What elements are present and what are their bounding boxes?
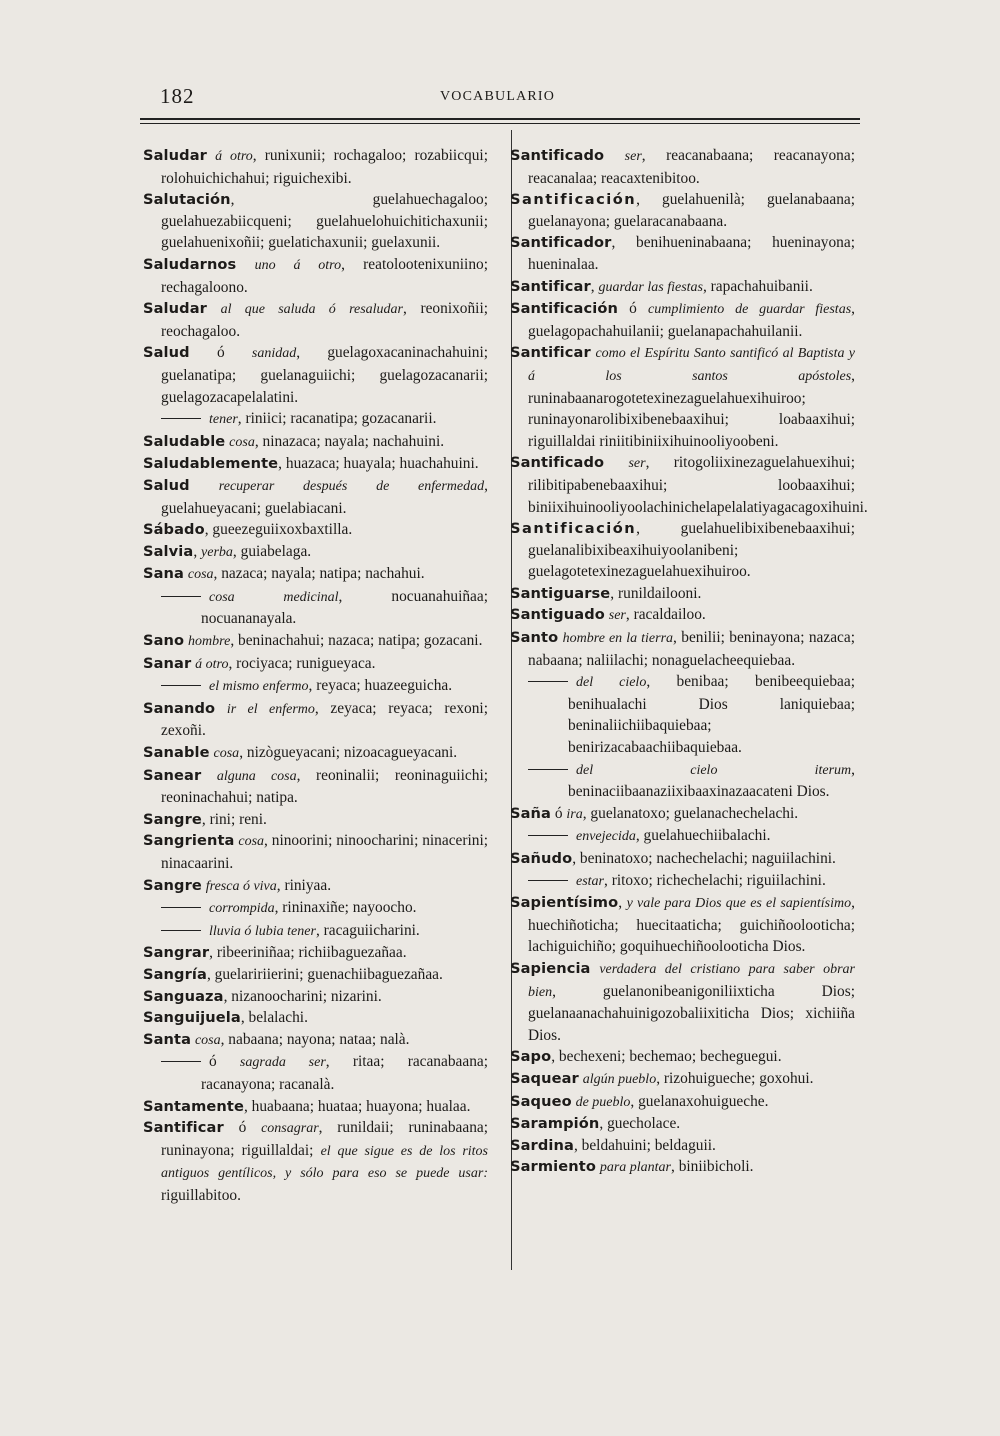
- entry-text: , biniibicholi.: [671, 1158, 754, 1176]
- headword: Sangre: [143, 810, 202, 828]
- entry-text: , guelanaxohuigueche.: [630, 1092, 769, 1110]
- gloss: hombre en la tierra: [562, 631, 674, 647]
- dictionary-entry: [510, 298, 855, 342]
- headword: Sangría: [143, 965, 207, 983]
- sub-entry: [143, 675, 488, 698]
- entry-text: , nazaca; nayala; natipa; nachahui.: [213, 565, 425, 583]
- gloss: el mismo enfermo: [209, 679, 309, 695]
- gloss: cosa: [238, 834, 265, 850]
- entry-text: , zeyaca; reyaca; rexoni; zexoñi.: [161, 699, 488, 740]
- headword: Sardina: [510, 1136, 574, 1154]
- headword: Saqueo: [510, 1092, 572, 1110]
- dictionary-entry: [143, 742, 488, 765]
- dictionary-entry: [143, 986, 488, 1008]
- gloss: ser: [608, 608, 626, 624]
- headword: Sangrienta: [143, 832, 235, 850]
- dictionary-entry: [143, 653, 488, 676]
- dictionary-entry: [143, 942, 488, 964]
- headword: Santamente: [143, 1097, 244, 1115]
- dictionary-entry: [510, 1135, 855, 1157]
- entry-text: , riniici; racanatipa; gozacanarii.: [237, 410, 437, 428]
- dictionary-entry: [510, 452, 868, 518]
- repeat-dash: [161, 907, 201, 908]
- dictionary-entry: [143, 698, 488, 742]
- dictionary-entry: [143, 830, 488, 874]
- headword: Sarampión: [510, 1115, 600, 1133]
- sub-entry: [143, 586, 488, 630]
- entry-text: , guelanatoxo; guelanachechelachi.: [582, 804, 799, 822]
- entry-text: ó: [551, 804, 567, 822]
- repeat-dash: [161, 1061, 201, 1062]
- headword: Santificación: [510, 191, 637, 209]
- entry-text: , rizohuigueche; goxohui.: [656, 1069, 814, 1087]
- entry-text: , reonixoñii; reochagaloo.: [161, 300, 489, 340]
- entry-text: , guelahuenilà; guelanabaana; guelanayona; guelaracanabaana.: [528, 191, 855, 230]
- dictionary-entry: [510, 803, 855, 826]
- headword: Sapo: [510, 1048, 552, 1066]
- entry-text: , huabaana; huataa; huayona; hualaa.: [243, 1097, 471, 1115]
- dictionary-entry: [143, 630, 488, 653]
- entry-text: , racaldailoo.: [625, 606, 706, 624]
- header-rule-thin: [140, 123, 860, 124]
- sub-entry: [510, 759, 855, 803]
- right-column: [510, 145, 868, 1179]
- entry-text: , guelaririierini; guenachiibaguezañaa.: [206, 965, 443, 983]
- entry-text: , beldahuini; beldaguii.: [573, 1136, 716, 1154]
- dictionary-entry: [143, 431, 488, 454]
- entry-text: , ninoorini; ninoocharini; ninacerini; ninacaarini.: [161, 832, 489, 872]
- header-rule: [140, 118, 860, 120]
- entry-text: , ninazaca; nayala; nachahuini.: [254, 432, 445, 450]
- dictionary-entry: [510, 583, 855, 605]
- headword: Santificación: [510, 520, 637, 538]
- sub-entry: [510, 870, 855, 893]
- entry-text: , runildailooni.: [610, 584, 702, 602]
- gloss: de pueblo: [575, 1094, 631, 1110]
- entry-text: , riniyaa.: [276, 876, 332, 894]
- entry-text: , nizanoocharini; nizarini.: [223, 987, 382, 1005]
- gloss: lluvia ó lubia tener: [209, 923, 316, 939]
- gloss: ira: [566, 806, 583, 822]
- gloss: cosa: [187, 567, 214, 583]
- entry-text: , racaguiicharini.: [315, 921, 420, 939]
- entry-text: , ritogoliixinezaguelahuexihui; rilibitipabenebaaxihui; loobaaxihui; biniixihuinooliyoolachinichelapelalatiyagacagoxihuini.: [528, 454, 868, 516]
- repeat-dash: [161, 418, 201, 419]
- headword: Sanable: [143, 744, 210, 762]
- dictionary-entry: [143, 1029, 488, 1052]
- headword: Sanear: [143, 766, 202, 784]
- gloss: yerba: [201, 544, 233, 560]
- gloss: ir el enfermo: [226, 701, 315, 717]
- gloss: á otro: [215, 149, 253, 164]
- dictionary-entry: [143, 475, 488, 519]
- dictionary-entry: [510, 892, 855, 958]
- headword: Salud: [143, 476, 190, 494]
- gloss: cosa: [194, 1032, 221, 1048]
- entry-text: ,: [618, 894, 627, 912]
- entry-text: , runinabaanarogotetexinezaguelahuexihuiroo; runinayonarolibixibenebaaxihui; loabaaxihui; riguillaldai riniitibiniixihuinooliyoobeni.: [528, 366, 855, 450]
- gloss: cosa medicinal: [209, 589, 339, 605]
- entry-text: ,: [590, 277, 599, 295]
- entry-text: , nizògueyacani; nizoacagueyacani.: [239, 744, 458, 762]
- headword: Sarmiento: [510, 1158, 596, 1176]
- dictionary-entry: [510, 1068, 855, 1091]
- headword: Santificar: [510, 344, 591, 362]
- repeat-dash: [161, 685, 201, 686]
- sub-entry: [143, 1051, 488, 1095]
- entry-text: , nabaana; nayona; nataa; nalà.: [220, 1030, 410, 1048]
- entry-text: ó: [617, 300, 649, 318]
- entry-text: , guelahuechiibalachi.: [635, 827, 771, 845]
- gloss: como el Espíritu Santo santificó al Baptista y á los santos apóstoles: [528, 346, 855, 384]
- entry-text: , guelahuelibixibenebaaxihui; guelanalibixibeaxihuiyoolanibeni; guelagotetexinezaguelahuexihuiroo.: [528, 520, 855, 581]
- sub-entry: [510, 671, 855, 758]
- dictionary-entry: [143, 809, 488, 831]
- entry-text: , belalachi.: [240, 1009, 308, 1027]
- headword: Saludablemente: [143, 455, 279, 473]
- headword: Santo: [510, 629, 559, 647]
- headword: Saludar: [143, 147, 207, 164]
- dictionary-entry: [143, 541, 488, 564]
- entry-text: , nocuanahuiñaa; nocuananayala.: [201, 587, 488, 628]
- entry-text: , reatolootenixuniino; rechagaloono.: [161, 255, 488, 296]
- entry-text: , huechiñoticha; huecitaaticha; guichiñoolooticha; lachiguichiño; goquihuechiñoolooticha Dios.: [528, 894, 855, 956]
- dictionary-entry: [510, 1156, 855, 1179]
- headword: Sanando: [143, 699, 216, 717]
- dictionary-entry: [143, 765, 488, 809]
- dictionary-entry: [143, 1007, 488, 1029]
- gloss: cosa: [213, 746, 240, 762]
- gloss: envejecida: [576, 829, 636, 845]
- headword: Santificado: [510, 147, 605, 164]
- gloss: y vale para Dios que es el sapientísimo: [626, 896, 852, 912]
- entry-text: , guiabelaga.: [232, 542, 312, 560]
- entry-text: , guelagoxacaninachahuini; guelanatipa; guelanaguiichi; guelagozacanarii; guelagozacapelalatini.: [161, 344, 489, 406]
- headword: Santificar: [510, 277, 591, 295]
- page-number: 182: [160, 84, 195, 108]
- entry-text: ó: [209, 1053, 240, 1071]
- dictionary-entry: [510, 604, 855, 627]
- gloss: cumplimiento de guardar fiestas: [648, 302, 852, 318]
- gloss: fresca ó viva: [205, 878, 277, 894]
- entry-text: , guecholace.: [599, 1115, 681, 1133]
- repeat-dash: [528, 769, 568, 770]
- running-title: VOCABULARIO: [440, 89, 556, 104]
- headword: Sano: [143, 632, 185, 650]
- entry-text: , runixunii; rochagaloo; rozabiicqui; rolohuichichahui; riguichexibi.: [161, 147, 488, 187]
- headword: Santificador: [510, 234, 612, 252]
- dictionary-entry: [143, 519, 488, 541]
- dictionary-entry: [510, 627, 855, 671]
- dictionary-entry: [510, 189, 855, 232]
- gloss: del cielo: [576, 675, 647, 691]
- dictionary-entry: [143, 298, 488, 342]
- entry-text: , guelahueyacani; guelabiacani.: [161, 476, 488, 517]
- headword: Santificado: [510, 454, 605, 472]
- dictionary-entry: [143, 1117, 488, 1206]
- headword: Santa: [143, 1030, 192, 1048]
- headword: Saludarnos: [143, 255, 237, 273]
- gloss: el que sigue es de los ritos antiguos gentílicos, y sólo para eso se puede usar:: [161, 1143, 489, 1182]
- repeat-dash: [161, 930, 201, 931]
- headword: Saludar: [143, 300, 207, 318]
- headword: Sangre: [143, 876, 202, 894]
- headword: Sanguijuela: [143, 1009, 241, 1027]
- dictionary-entry: [143, 342, 488, 408]
- gloss: verdadera del cristiano para saber obrar bien: [528, 961, 855, 1000]
- entry-text: , ritoxo; richechelachi; riguiilachini.: [604, 871, 826, 889]
- headword: Sangrar: [143, 944, 210, 962]
- dictionary-entry: [143, 254, 488, 298]
- sub-entry: [143, 897, 488, 920]
- gloss: del cielo iterum: [576, 762, 852, 778]
- headword: Sapientísimo: [510, 894, 619, 912]
- gloss: cosa: [229, 434, 255, 450]
- headword: Santificación: [510, 300, 618, 318]
- entry-text: , guelagopachahuilanii; guelanapachahuilanii.: [528, 300, 855, 340]
- headword: Saquear: [510, 1069, 579, 1087]
- dictionary-entry: [143, 563, 488, 586]
- gloss: uno á otro: [254, 257, 342, 273]
- entry-text: , rapachahuibanii.: [702, 277, 813, 295]
- headword: Sañudo: [510, 850, 573, 867]
- entry-text: , guelanonibeanigoniliixticha Dios; guelanaanachahuinigozobaliixiticha Dios; xichiiña Dios.: [528, 982, 855, 1044]
- entry-text: , reoninalii; reoninaguiichi; reoninachahui; natipa.: [161, 766, 488, 807]
- entry-text: , runildaii; runinabaana; runinayona; riguillaldai;: [161, 1119, 488, 1159]
- entry-text: , ribeeriniñaa; richiibaguezañaa.: [209, 944, 407, 962]
- headword: Sanar: [143, 654, 192, 672]
- dictionary-entry: [510, 958, 855, 1046]
- entry-text: ,: [193, 542, 202, 560]
- entry-text: , benihueninabaana; hueninayona; hueninalaa.: [528, 234, 855, 273]
- entry-text: ó: [223, 1119, 262, 1137]
- headword: Sábado: [143, 521, 205, 539]
- left-column: [143, 145, 488, 1207]
- gloss: tener: [209, 412, 238, 428]
- entry-text: , huazaca; huayala; huachahuini.: [278, 455, 479, 473]
- headword: Santiguado: [510, 606, 605, 624]
- gloss: al que saluda ó resaludar: [220, 302, 404, 318]
- dictionary-entry: [510, 848, 855, 870]
- headword: Saña: [510, 804, 551, 822]
- gloss: á otro: [195, 656, 229, 672]
- gloss: consagrar: [261, 1121, 319, 1137]
- gloss: estar: [576, 873, 604, 889]
- headword: Sanguaza: [143, 987, 224, 1005]
- sub-entry: [510, 825, 855, 848]
- dictionary-entry: [143, 145, 488, 189]
- dictionary-entry: [510, 1046, 855, 1068]
- gloss: sagrada ser: [239, 1055, 326, 1071]
- dictionary-entry: [143, 875, 488, 898]
- entry-text: , benibaa; benibeequiebaa; benihualachi Dios laniquiebaa; beninaliichiibaquiebaa; benirizacabaachiibaquiebaa.: [568, 673, 855, 757]
- entry-text: , rininaxiñe; nayoocho.: [274, 899, 417, 917]
- repeat-dash: [528, 681, 568, 682]
- dictionary-entry: [510, 232, 855, 275]
- dictionary-entry: [510, 1091, 855, 1114]
- entry-text: ó: [189, 344, 252, 362]
- dictionary-entry: [510, 1113, 855, 1135]
- entry-text: riguillabitoo.: [161, 1186, 241, 1204]
- headword: Santificar: [143, 1119, 224, 1137]
- gloss: sanidad: [251, 346, 297, 362]
- entry-text: , guelahuechagaloo; guelahuezabiicqueni; guelahuelohuichitichaxunii; guelahuenixoñii; guelatichaxunii; guelaxunii.: [161, 191, 488, 252]
- gloss: algún pueblo: [582, 1071, 657, 1087]
- entry-text: , benilii; beninayona; nazaca; nabaana; naliilachi; nonaguelacheequiebaa.: [528, 629, 855, 669]
- headword: Sana: [143, 565, 184, 583]
- entry-text: , rociyaca; runigueyaca.: [228, 654, 376, 672]
- dictionary-entry: [510, 342, 855, 452]
- headword: Salvia: [143, 542, 194, 560]
- entry-text: , gueezeguiixoxbaxtilla.: [204, 521, 353, 539]
- dictionary-entry: [143, 1096, 488, 1118]
- gloss: corrompida: [209, 901, 275, 917]
- entry-text: , beninatoxo; nachechelachi; naguiilachini.: [572, 850, 836, 867]
- sub-entry: [143, 408, 488, 431]
- entry-text: , bechexeni; bechemao; becheguegui.: [551, 1048, 782, 1066]
- gloss: ser: [628, 456, 646, 472]
- dictionary-entry: [143, 964, 488, 986]
- entry-text: , ritaa; racanabaana; racanayona; racanalà.: [201, 1053, 488, 1093]
- dictionary-entry: [510, 518, 855, 583]
- gloss: guardar las fiestas: [598, 279, 703, 295]
- gloss: recuperar después de enfermedad: [218, 478, 485, 494]
- dictionary-entry: [510, 276, 855, 299]
- sub-entry: [143, 920, 488, 943]
- gloss: alguna cosa: [216, 768, 297, 784]
- dictionary-entry: [510, 145, 855, 189]
- gloss: para plantar: [599, 1160, 672, 1176]
- repeat-dash: [161, 596, 201, 597]
- headword: Sapiencia: [510, 959, 591, 977]
- gloss: hombre: [188, 634, 231, 650]
- dictionary-entry: [143, 453, 488, 475]
- headword: Saludable: [143, 432, 226, 450]
- entry-text: , rini; reni.: [201, 810, 267, 828]
- gloss: ser: [624, 149, 642, 164]
- headword: Salutación: [143, 191, 231, 209]
- dictionary-entry: [143, 189, 488, 254]
- entry-text: , beninachahui; nazaca; natipa; gozacani.: [230, 632, 483, 650]
- repeat-dash: [528, 835, 568, 836]
- entry-text: , reacanabaana; reacanayona; reacanalaa; reacaxtenibitoo.: [528, 147, 855, 187]
- headword: Santiguarse: [510, 584, 611, 602]
- repeat-dash: [528, 880, 568, 881]
- entry-text: , beninaciibaanaziixibaaxinazaacateni Dios.: [568, 760, 855, 801]
- headword: Salud: [143, 344, 190, 362]
- entry-text: , reyaca; huazeeguicha.: [308, 677, 453, 695]
